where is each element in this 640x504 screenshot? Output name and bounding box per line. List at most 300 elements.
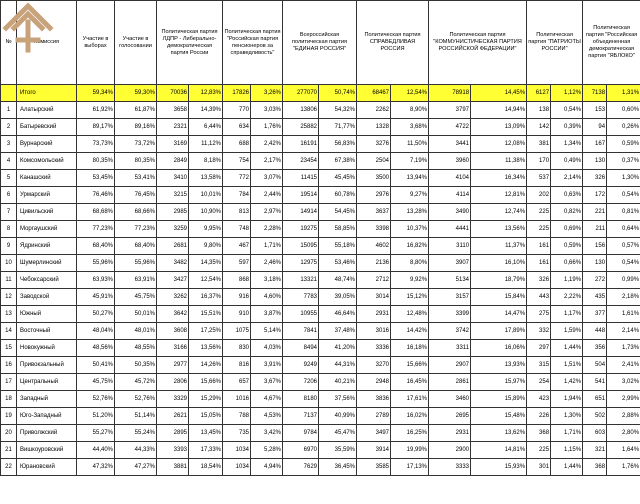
cell-value: 153 bbox=[583, 102, 607, 119]
cell-value: 14,26% bbox=[189, 357, 223, 374]
cell-value: 1,42% bbox=[551, 374, 583, 391]
cell-value: 9,92% bbox=[391, 272, 429, 289]
commission-name: Комсомольский bbox=[17, 153, 77, 170]
row-num: 8 bbox=[1, 221, 17, 238]
cell-value: 1,15% bbox=[551, 442, 583, 459]
cell-value: 3482 bbox=[157, 255, 189, 272]
cell-value: 502 bbox=[583, 408, 607, 425]
cell-value: 17,61% bbox=[391, 391, 429, 408]
cell-value: 55,96% bbox=[115, 255, 157, 272]
cell-value: 651 bbox=[583, 391, 607, 408]
table-row bbox=[1, 119, 640, 136]
cell-value: 12,54% bbox=[391, 85, 429, 102]
commission-name: Юрановский bbox=[17, 459, 77, 476]
cell-value: 161 bbox=[527, 238, 551, 255]
cell-value: 4,60% bbox=[251, 289, 283, 306]
commission-name: Чебоксарский bbox=[17, 272, 77, 289]
cell-value: 2806 bbox=[157, 374, 189, 391]
cell-value: 47,32% bbox=[77, 459, 115, 476]
cell-value: 5,28% bbox=[251, 442, 283, 459]
cell-value: 80,35% bbox=[77, 153, 115, 170]
cell-value: 225 bbox=[527, 221, 551, 238]
cell-value: 18,79% bbox=[471, 272, 527, 289]
cell-value: 142 bbox=[527, 119, 551, 136]
cell-value: 68467 bbox=[357, 85, 391, 102]
cell-value: 15,93% bbox=[471, 459, 527, 476]
cell-value: 60,78% bbox=[319, 187, 357, 204]
cell-value: 1,12% bbox=[551, 85, 583, 102]
cell-value: 48,55% bbox=[115, 340, 157, 357]
cell-value: 0,66% bbox=[551, 255, 583, 272]
cell-value: 1,44% bbox=[551, 340, 583, 357]
cell-value: 1,31% bbox=[607, 85, 640, 102]
cell-value: 7206 bbox=[283, 374, 319, 391]
cell-value: 0,26% bbox=[607, 119, 640, 136]
cell-value: 55,96% bbox=[77, 255, 115, 272]
cell-value: 1034 bbox=[223, 442, 251, 459]
table-row bbox=[1, 323, 640, 340]
cell-value: 603 bbox=[583, 425, 607, 442]
cell-value: 4104 bbox=[429, 170, 471, 187]
cell-value: 541 bbox=[583, 374, 607, 391]
cell-value: 3914 bbox=[357, 442, 391, 459]
cell-value: 3637 bbox=[357, 204, 391, 221]
cell-value: 0,49% bbox=[551, 153, 583, 170]
cell-value: 381 bbox=[527, 136, 551, 153]
cell-value: 12,48% bbox=[391, 306, 429, 323]
cell-value: 3658 bbox=[157, 102, 189, 119]
cell-value: 13,94% bbox=[391, 170, 429, 187]
cell-value: 2712 bbox=[357, 272, 391, 289]
table-header-row bbox=[1, 1, 640, 85]
header-patriots: Политическая партия "ПАТРИОТЫ РОССИИ" bbox=[527, 1, 583, 85]
cell-value: 172 bbox=[583, 187, 607, 204]
table-row bbox=[1, 153, 640, 170]
row-num: 20 bbox=[1, 425, 17, 442]
cell-value: 48,74% bbox=[319, 272, 357, 289]
cell-value: 13,56% bbox=[189, 340, 223, 357]
cell-value: 321 bbox=[583, 442, 607, 459]
cell-value: 23454 bbox=[283, 153, 319, 170]
cell-value: 3490 bbox=[429, 204, 471, 221]
table-row bbox=[1, 221, 640, 238]
cell-value: 1,34% bbox=[551, 136, 583, 153]
cell-value: 18,54% bbox=[189, 459, 223, 476]
cell-value: 12,74% bbox=[471, 204, 527, 221]
row-num: 5 bbox=[1, 170, 17, 187]
cell-value: 5,14% bbox=[251, 323, 283, 340]
cell-value: 504 bbox=[583, 357, 607, 374]
cell-value: 51,20% bbox=[77, 408, 115, 425]
cell-value: 1,71% bbox=[251, 238, 283, 255]
cell-value: 16,34% bbox=[471, 170, 527, 187]
cell-value: 0,57% bbox=[607, 238, 640, 255]
cell-value: 9249 bbox=[283, 357, 319, 374]
cell-value: 784 bbox=[223, 187, 251, 204]
cell-value: 2907 bbox=[429, 357, 471, 374]
cell-value: 443 bbox=[527, 289, 551, 306]
cell-value: 13,58% bbox=[189, 170, 223, 187]
cell-value: 2,18% bbox=[607, 289, 640, 306]
cell-value: 225 bbox=[527, 204, 551, 221]
table-row bbox=[1, 238, 640, 255]
cell-value: 356 bbox=[583, 340, 607, 357]
table-row bbox=[1, 289, 640, 306]
cell-value: 40,99% bbox=[319, 408, 357, 425]
cell-value: 735 bbox=[223, 425, 251, 442]
cell-value: 830 bbox=[223, 340, 251, 357]
cell-value: 2895 bbox=[157, 425, 189, 442]
cell-value: 597 bbox=[223, 255, 251, 272]
commission-name: Моргаушский bbox=[17, 221, 77, 238]
cell-value: 50,35% bbox=[115, 357, 157, 374]
cell-value: 225 bbox=[527, 442, 551, 459]
cell-value: 80,35% bbox=[115, 153, 157, 170]
cell-value: 0,54% bbox=[607, 255, 640, 272]
cell-value: 1,73% bbox=[607, 340, 640, 357]
commission-name: Итого bbox=[17, 85, 77, 102]
cell-value: 48,56% bbox=[77, 340, 115, 357]
cell-value: 45,75% bbox=[77, 374, 115, 391]
cell-value: 467 bbox=[223, 238, 251, 255]
cell-value: 4441 bbox=[429, 221, 471, 238]
cell-value: 17,13% bbox=[391, 459, 429, 476]
cell-value: 748 bbox=[223, 221, 251, 238]
cell-value: 46,64% bbox=[319, 306, 357, 323]
cell-value: 11,12% bbox=[189, 136, 223, 153]
cell-value: 1,30% bbox=[607, 170, 640, 187]
cell-value: 16,25% bbox=[391, 425, 429, 442]
cell-value: 10,01% bbox=[189, 187, 223, 204]
commission-name: Шумерлинский bbox=[17, 255, 77, 272]
cell-value: 3881 bbox=[157, 459, 189, 476]
cell-value: 36,45% bbox=[319, 459, 357, 476]
cell-value: 67,38% bbox=[319, 153, 357, 170]
cell-value: 50,74% bbox=[319, 85, 357, 102]
cell-value: 54,32% bbox=[319, 102, 357, 119]
cell-value: 2504 bbox=[357, 153, 391, 170]
cell-value: 13,93% bbox=[471, 357, 527, 374]
commission-name: Батыревский bbox=[17, 119, 77, 136]
cell-value: 2931 bbox=[429, 425, 471, 442]
cell-value: 1,61% bbox=[607, 306, 640, 323]
cell-value: 13,45% bbox=[189, 425, 223, 442]
cell-value: 71,77% bbox=[319, 119, 357, 136]
cell-value: 3797 bbox=[429, 102, 471, 119]
cell-value: 50,01% bbox=[115, 306, 157, 323]
cell-value: 788 bbox=[223, 408, 251, 425]
table-row bbox=[1, 340, 640, 357]
cell-value: 13,62% bbox=[471, 425, 527, 442]
cell-value: 16,06% bbox=[471, 340, 527, 357]
cell-value: 3014 bbox=[357, 289, 391, 306]
cell-value: 5134 bbox=[429, 272, 471, 289]
cell-value: 13806 bbox=[283, 102, 319, 119]
cell-value: 0,54% bbox=[607, 187, 640, 204]
cell-value: 0,60% bbox=[607, 102, 640, 119]
cell-value: 8,18% bbox=[189, 153, 223, 170]
cell-value: 2985 bbox=[157, 204, 189, 221]
cell-value: 9,27% bbox=[391, 187, 429, 204]
cell-value: 3960 bbox=[429, 153, 471, 170]
cell-value: 68,40% bbox=[77, 238, 115, 255]
cell-value: 17,33% bbox=[189, 442, 223, 459]
commission-name: Центральный bbox=[17, 374, 77, 391]
cell-value: 2621 bbox=[157, 408, 189, 425]
cell-value: 3311 bbox=[429, 340, 471, 357]
cell-value: 272 bbox=[583, 272, 607, 289]
cell-value: 3157 bbox=[429, 289, 471, 306]
cell-value: 301 bbox=[527, 459, 551, 476]
cell-value: 8494 bbox=[283, 340, 319, 357]
cell-value: 11415 bbox=[283, 170, 319, 187]
cell-value: 58,85% bbox=[319, 221, 357, 238]
cell-value: 3427 bbox=[157, 272, 189, 289]
cell-value: 0,59% bbox=[551, 238, 583, 255]
cell-value: 45,91% bbox=[77, 289, 115, 306]
cell-value: 868 bbox=[223, 272, 251, 289]
cell-value: 3500 bbox=[357, 170, 391, 187]
cell-value: 16,37% bbox=[189, 289, 223, 306]
cell-value: 6,44% bbox=[189, 119, 223, 136]
cell-value: 277070 bbox=[283, 85, 319, 102]
cell-value: 2,28% bbox=[251, 221, 283, 238]
cell-value: 3,68% bbox=[391, 119, 429, 136]
commission-name: Цивильский bbox=[17, 204, 77, 221]
cell-value: 2262 bbox=[357, 102, 391, 119]
cell-value: 15,12% bbox=[391, 289, 429, 306]
cell-value: 1,59% bbox=[551, 323, 583, 340]
cell-value: 13321 bbox=[283, 272, 319, 289]
cell-value: 37,48% bbox=[319, 323, 357, 340]
cell-value: 3276 bbox=[357, 136, 391, 153]
cell-value: 52,76% bbox=[77, 391, 115, 408]
cell-value: 254 bbox=[527, 374, 551, 391]
cell-value: 3441 bbox=[429, 136, 471, 153]
cell-value: 0,37% bbox=[607, 153, 640, 170]
cell-value: 1075 bbox=[223, 323, 251, 340]
cell-value: 657 bbox=[223, 374, 251, 391]
commission-name: Заводской bbox=[17, 289, 77, 306]
cell-value: 0,81% bbox=[607, 204, 640, 221]
cell-value: 2948 bbox=[357, 374, 391, 391]
cell-value: 2,14% bbox=[551, 170, 583, 187]
cell-value: 4602 bbox=[357, 238, 391, 255]
row-num: 7 bbox=[1, 204, 17, 221]
cell-value: 3,42% bbox=[251, 425, 283, 442]
row-num: 16 bbox=[1, 357, 17, 374]
cell-value: 368 bbox=[583, 459, 607, 476]
commission-name: Новокужный bbox=[17, 340, 77, 357]
cell-value: 3336 bbox=[357, 340, 391, 357]
cell-value: 3608 bbox=[157, 323, 189, 340]
cell-value: 2,42% bbox=[251, 136, 283, 153]
cell-value: 1,44% bbox=[551, 459, 583, 476]
cell-value: 3270 bbox=[357, 357, 391, 374]
row-num: 12 bbox=[1, 289, 17, 306]
cell-value: 2789 bbox=[357, 408, 391, 425]
table-row bbox=[1, 306, 640, 323]
cell-value: 7629 bbox=[283, 459, 319, 476]
cell-value: 15,89% bbox=[471, 391, 527, 408]
cell-value: 50,41% bbox=[77, 357, 115, 374]
cell-value: 3742 bbox=[429, 323, 471, 340]
chuvash-ornament-icon bbox=[0, 0, 56, 56]
cell-value: 3393 bbox=[157, 442, 189, 459]
cell-value: 0,63% bbox=[551, 187, 583, 204]
cell-value: 3110 bbox=[429, 238, 471, 255]
cell-value: 0,59% bbox=[607, 136, 640, 153]
cell-value: 8,90% bbox=[391, 102, 429, 119]
cell-value: 16,10% bbox=[471, 255, 527, 272]
cell-value: 754 bbox=[223, 153, 251, 170]
cell-value: 25882 bbox=[283, 119, 319, 136]
cell-value: 13,09% bbox=[471, 119, 527, 136]
cell-value: 55,27% bbox=[77, 425, 115, 442]
cell-value: 332 bbox=[527, 323, 551, 340]
cell-value: 15,29% bbox=[189, 391, 223, 408]
cell-value: 634 bbox=[223, 119, 251, 136]
table-body bbox=[1, 85, 640, 476]
cell-value: 63,93% bbox=[77, 272, 115, 289]
cell-value: 53,45% bbox=[77, 170, 115, 187]
header-pensioners: Политическая партия "Российская партия пенсионеров за справедливость" bbox=[223, 1, 283, 85]
cell-value: 4,03% bbox=[251, 340, 283, 357]
cell-value: 12,08% bbox=[471, 136, 527, 153]
cell-value: 435 bbox=[583, 289, 607, 306]
commission-name: Приволжский bbox=[17, 425, 77, 442]
cell-value: 3836 bbox=[357, 391, 391, 408]
cell-value: 3215 bbox=[157, 187, 189, 204]
cell-value: 17826 bbox=[223, 85, 251, 102]
row-num: 15 bbox=[1, 340, 17, 357]
cell-value: 15,97% bbox=[471, 374, 527, 391]
cell-value: 3,02% bbox=[607, 374, 640, 391]
cell-value: 16,82% bbox=[391, 238, 429, 255]
cell-value: 4114 bbox=[429, 187, 471, 204]
row-num: 22 bbox=[1, 459, 17, 476]
cell-value: 9784 bbox=[283, 425, 319, 442]
cell-value: 59,30% bbox=[115, 85, 157, 102]
commission-name: Привокзальный bbox=[17, 357, 77, 374]
cell-value: 15,66% bbox=[391, 357, 429, 374]
row-num: 2 bbox=[1, 119, 17, 136]
cell-value: 55,18% bbox=[319, 238, 357, 255]
cell-value: 19514 bbox=[283, 187, 319, 204]
cell-value: 11,37% bbox=[471, 238, 527, 255]
cell-value: 16,45% bbox=[391, 374, 429, 391]
table-row bbox=[1, 136, 640, 153]
header-er: Всероссийская политическая партия "ЕДИНАЯ РОССИЯ" bbox=[283, 1, 357, 85]
cell-value: 54,45% bbox=[319, 204, 357, 221]
cell-value: 2931 bbox=[357, 306, 391, 323]
row-num: 10 bbox=[1, 255, 17, 272]
cell-value: 7137 bbox=[283, 408, 319, 425]
cell-value: 14,42% bbox=[391, 323, 429, 340]
cell-value: 10,37% bbox=[391, 221, 429, 238]
row-num: 3 bbox=[1, 136, 17, 153]
cell-value: 1,51% bbox=[551, 357, 583, 374]
header-ldpr: Политическая партия ЛДПР - Либерально-демократическая партия России bbox=[157, 1, 223, 85]
cell-value: 2,14% bbox=[607, 323, 640, 340]
cell-value: 3642 bbox=[157, 306, 189, 323]
cell-value: 1328 bbox=[357, 119, 391, 136]
cell-value: 202 bbox=[527, 187, 551, 204]
cell-value: 2,97% bbox=[251, 204, 283, 221]
cell-value: 10955 bbox=[283, 306, 319, 323]
cell-value: 41,20% bbox=[319, 340, 357, 357]
cell-value: 7138 bbox=[583, 85, 607, 102]
row-num: 17 bbox=[1, 374, 17, 391]
cell-value: 326 bbox=[527, 272, 551, 289]
cell-value: 4,67% bbox=[251, 391, 283, 408]
cell-value: 17,89% bbox=[471, 323, 527, 340]
cell-value: 0,82% bbox=[551, 204, 583, 221]
cell-value: 813 bbox=[223, 204, 251, 221]
cell-value: 156 bbox=[583, 238, 607, 255]
cell-value: 2,88% bbox=[607, 408, 640, 425]
table-row bbox=[1, 357, 640, 374]
cell-value: 3169 bbox=[157, 136, 189, 153]
cell-value: 2,44% bbox=[251, 187, 283, 204]
table-row bbox=[1, 408, 640, 425]
cell-value: 8180 bbox=[283, 391, 319, 408]
commission-name: Вишкоуровский bbox=[17, 442, 77, 459]
cell-value: 0,99% bbox=[607, 272, 640, 289]
cell-value: 15,05% bbox=[189, 408, 223, 425]
cell-value: 1,94% bbox=[551, 391, 583, 408]
cell-value: 221 bbox=[583, 204, 607, 221]
cell-value: 297 bbox=[527, 340, 551, 357]
cell-value: 211 bbox=[583, 221, 607, 238]
row-num: 11 bbox=[1, 272, 17, 289]
commission-name: Вурнарский bbox=[17, 136, 77, 153]
cell-value: 89,16% bbox=[115, 119, 157, 136]
cell-value: 13,28% bbox=[391, 204, 429, 221]
table-row bbox=[1, 272, 640, 289]
cell-value: 2681 bbox=[157, 238, 189, 255]
cell-value: 1,19% bbox=[551, 272, 583, 289]
cell-value: 14,35% bbox=[189, 255, 223, 272]
cell-value: 4,53% bbox=[251, 408, 283, 425]
row-num: 13 bbox=[1, 306, 17, 323]
cell-value: 14,39% bbox=[189, 102, 223, 119]
cell-value: 315 bbox=[527, 357, 551, 374]
cell-value: 15,51% bbox=[189, 306, 223, 323]
cell-value: 12,81% bbox=[471, 187, 527, 204]
cell-value: 73,73% bbox=[77, 136, 115, 153]
cell-value: 3016 bbox=[357, 323, 391, 340]
cell-value: 63,91% bbox=[115, 272, 157, 289]
cell-value: 3398 bbox=[357, 221, 391, 238]
cell-value: 9,95% bbox=[189, 221, 223, 238]
cell-value: 0,64% bbox=[607, 221, 640, 238]
cell-value: 2861 bbox=[429, 374, 471, 391]
cell-value: 2136 bbox=[357, 255, 391, 272]
cell-value: 77,23% bbox=[77, 221, 115, 238]
row-num: 18 bbox=[1, 391, 17, 408]
cell-value: 48,01% bbox=[115, 323, 157, 340]
cell-value: 3,07% bbox=[251, 170, 283, 187]
total-row bbox=[1, 85, 640, 102]
cell-value: 2900 bbox=[429, 442, 471, 459]
cell-value: 3,26% bbox=[251, 85, 283, 102]
header-turnout: Участие в выборах bbox=[77, 1, 115, 85]
cell-value: 45,75% bbox=[115, 289, 157, 306]
row-num: 1 bbox=[1, 102, 17, 119]
cell-value: 3262 bbox=[157, 289, 189, 306]
cell-value: 326 bbox=[583, 170, 607, 187]
